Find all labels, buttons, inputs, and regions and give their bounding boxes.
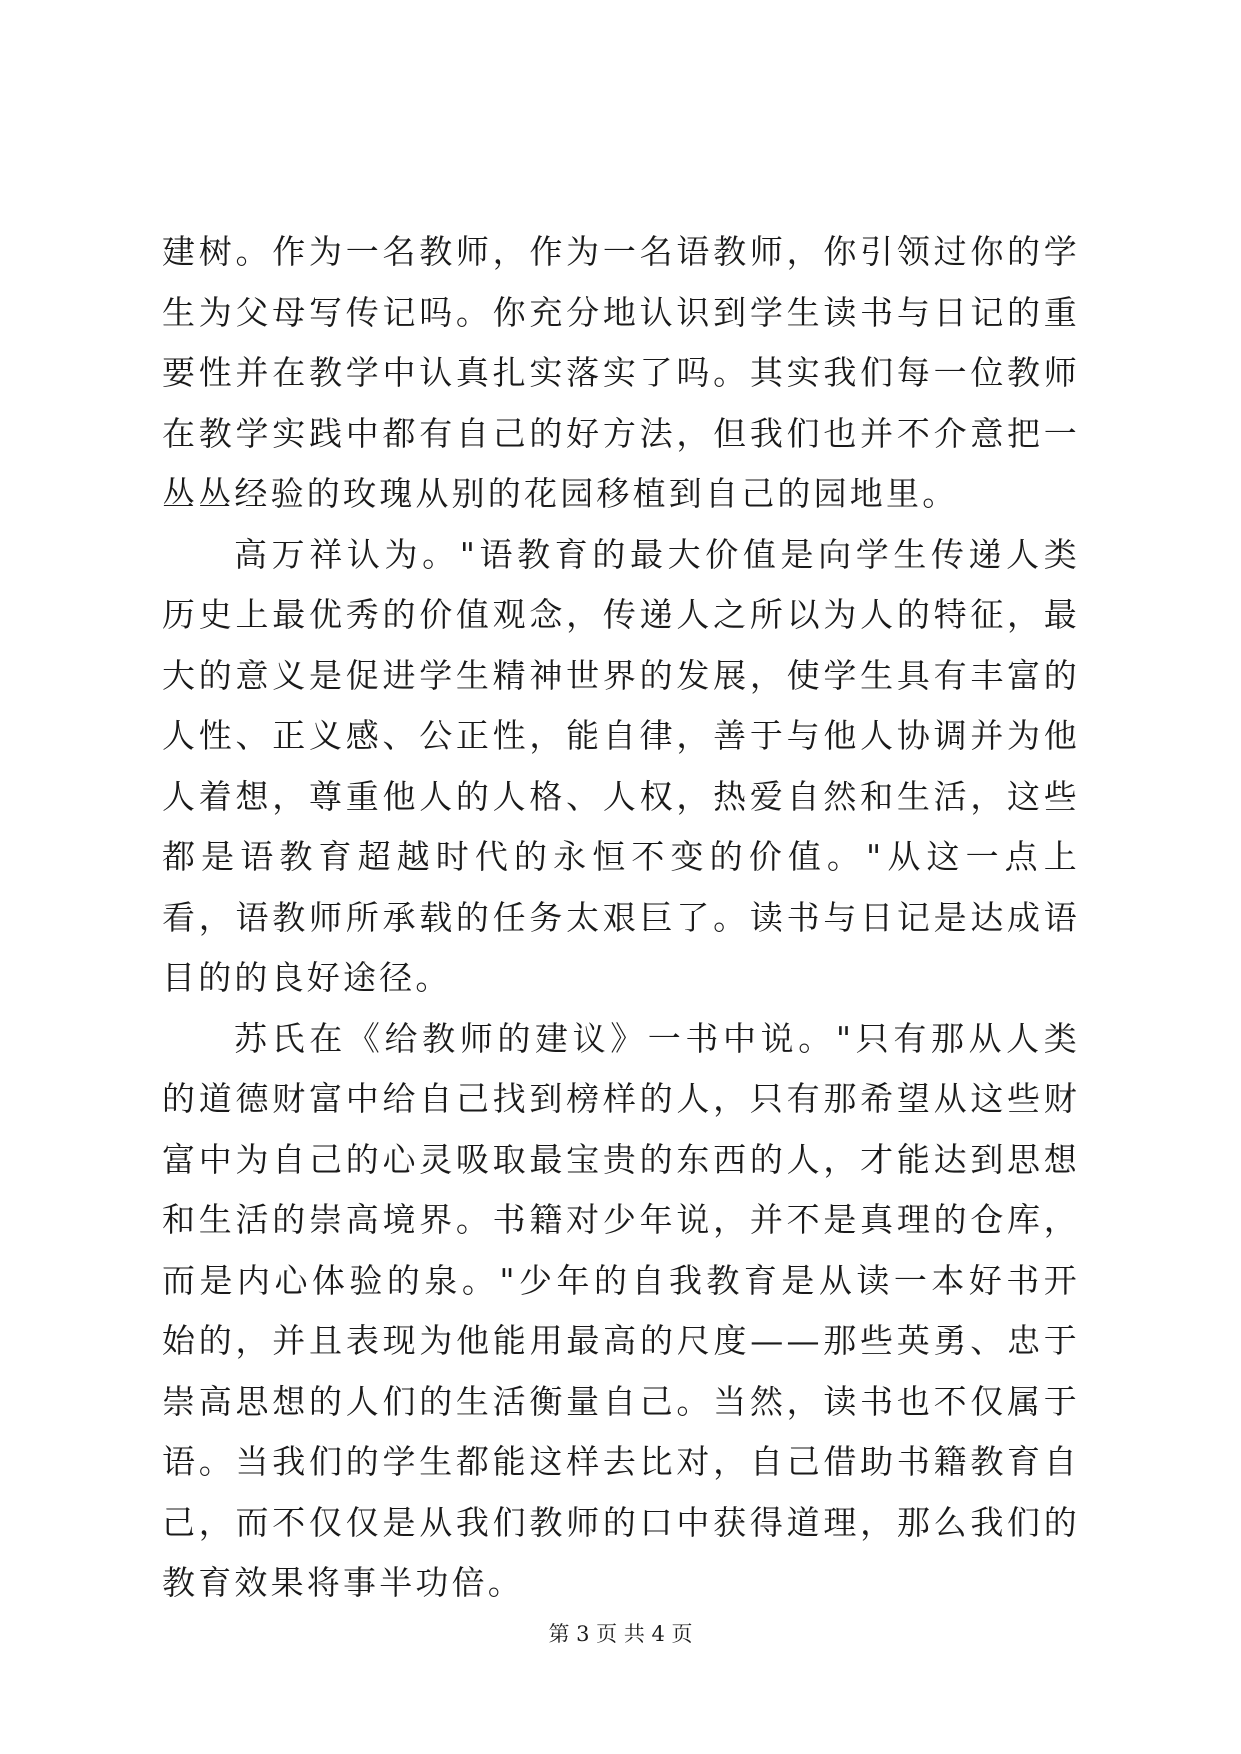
paragraph-2: 高万祥认为。"语教育的最大价值是向学生传递人类历史上最优秀的价值观念，传递人之所以为人的特征，最大的意义是促进学生精神世界的发展，使学生具有丰富的人性、正义感、公正性，能自律，善于与他人协调并为他人着想，尊重他人的人格、人权，热爱自然和生活，这些都是语教育超越时代的永恒不变的价值。"从这一点上看，语教师所承载的任务太艰巨了。读书与日记是达成语目的的良好途径。 bbox=[162, 534, 1080, 997]
paragraph-1: 建树。作为一名教师，作为一名语教师，你引领过你的学生为父母写传记吗。你充分地认识到学生读书与日记的重要性并在教学中认真扎实落实了吗。其实我们每一位教师在教学实践中都有自己的好方法，但我们也并不介意把一丛丛经验的玫瑰从别的花园移植到自己的园地里。 bbox=[162, 232, 1080, 513]
document-body bbox=[162, 222, 1080, 1614]
paragraph-3: 苏氏在《给教师的建议》一书中说。"只有那从人类的道德财富中给自己找到榜样的人，只有那希望从这些财富中为自己的心灵吸取最宝贵的东西的人，才能达到思想和生活的崇高境界。书籍对少年说，并不是真理的仓库，而是内心体验的泉。"少年的自我教育是从读一本好书开始的，并且表现为他能用最高的尺度——那些英勇、忠于崇高思想的人们的生活衡量自己。当然，读书也不仅属于语。当我们的学生都能这样去比对，自己借助书籍教育自己，而不仅仅是从我们教师的口中获得道理，那么我们的教育效果将事半功倍。 bbox=[162, 1018, 1080, 1602]
page-footer: 第 3 页 共 4 页 bbox=[548, 1622, 693, 1646]
